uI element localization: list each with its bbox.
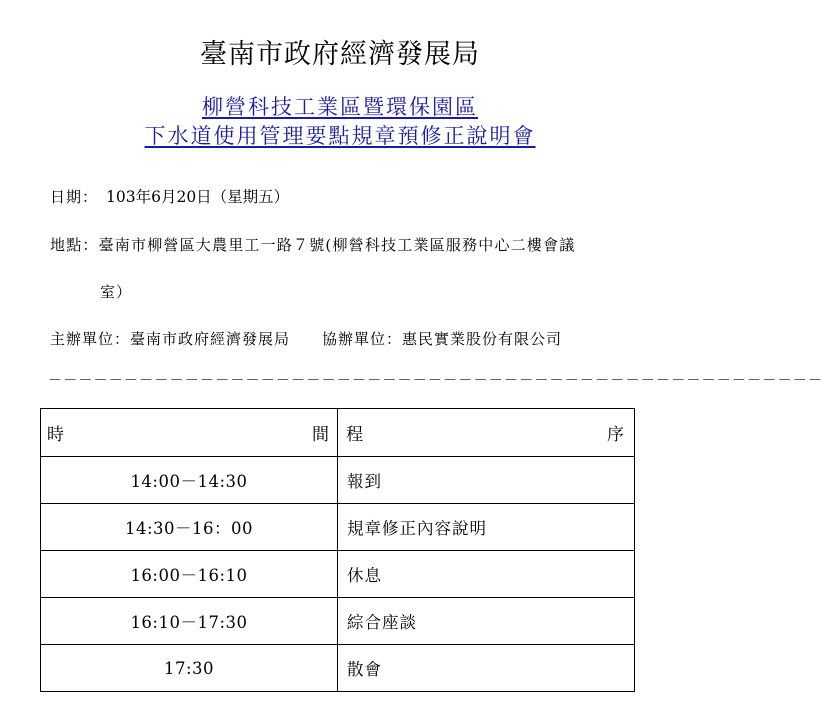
coorganizer-label: 協辦單位： bbox=[322, 330, 403, 348]
organizer-value: 臺南市政府經濟發展局 bbox=[130, 330, 291, 348]
time-cell: 14:30－16：00 bbox=[41, 504, 338, 551]
event-title-line-2 bbox=[0, 122, 680, 150]
header-time-right: 間 bbox=[312, 425, 329, 445]
time-cell: 17:30 bbox=[41, 645, 338, 692]
header-time-left: 時 bbox=[47, 425, 64, 445]
place-value: 臺南市柳營區大農里工一路７號(柳營科技工業區服務中心二樓會議 bbox=[98, 236, 576, 254]
time-cell: 14:00－14:30 bbox=[41, 457, 338, 504]
date-row bbox=[50, 186, 289, 208]
program-cell: 規章修正內容說明 bbox=[338, 504, 635, 551]
coorganizer-value: 惠民實業股份有限公司 bbox=[402, 330, 563, 348]
time-cell: 16:00－16:10 bbox=[41, 551, 338, 598]
organization-title: 臺南市政府經濟發展局 bbox=[200, 39, 480, 70]
place-label: 地點： bbox=[50, 236, 99, 254]
header-time-cell bbox=[41, 409, 338, 457]
table-row bbox=[41, 504, 635, 551]
program-cell: 休息 bbox=[338, 551, 635, 598]
header-program-left: 程 bbox=[346, 425, 363, 445]
organizer-row bbox=[50, 328, 562, 350]
table-row bbox=[41, 551, 635, 598]
header-program-cell bbox=[338, 409, 635, 457]
place-row bbox=[50, 234, 575, 256]
schedule-table bbox=[40, 408, 635, 692]
event-title-line-1 bbox=[0, 93, 680, 121]
date-label: 日期： bbox=[50, 188, 99, 206]
table-row bbox=[41, 457, 635, 504]
header-program-right: 序 bbox=[607, 425, 624, 445]
program-cell: 散會 bbox=[338, 645, 635, 692]
table-row bbox=[41, 598, 635, 645]
program-cell: 綜合座談 bbox=[338, 598, 635, 645]
date-value: 103年6月20日（星期五） bbox=[106, 188, 290, 206]
time-cell: 16:10－17:30 bbox=[41, 598, 338, 645]
event-title-line-1-text: 柳營科技工業區暨環保園區 bbox=[202, 95, 478, 119]
event-title-line-2-text: 下水道使用管理要點規章預修正說明會 bbox=[144, 124, 536, 148]
program-cell: 報到 bbox=[338, 457, 635, 504]
dashed-separator: －－－－－－－－－－－－－－－－－－－－－－－－－－－－－－－－－－－－－－－－－－－－－－－－－－－ bbox=[48, 373, 823, 389]
place-value-continued: 室） bbox=[100, 283, 133, 301]
organizer-label: 主辦單位： bbox=[50, 330, 131, 348]
table-row bbox=[41, 645, 635, 692]
schedule-header-row bbox=[41, 409, 635, 457]
